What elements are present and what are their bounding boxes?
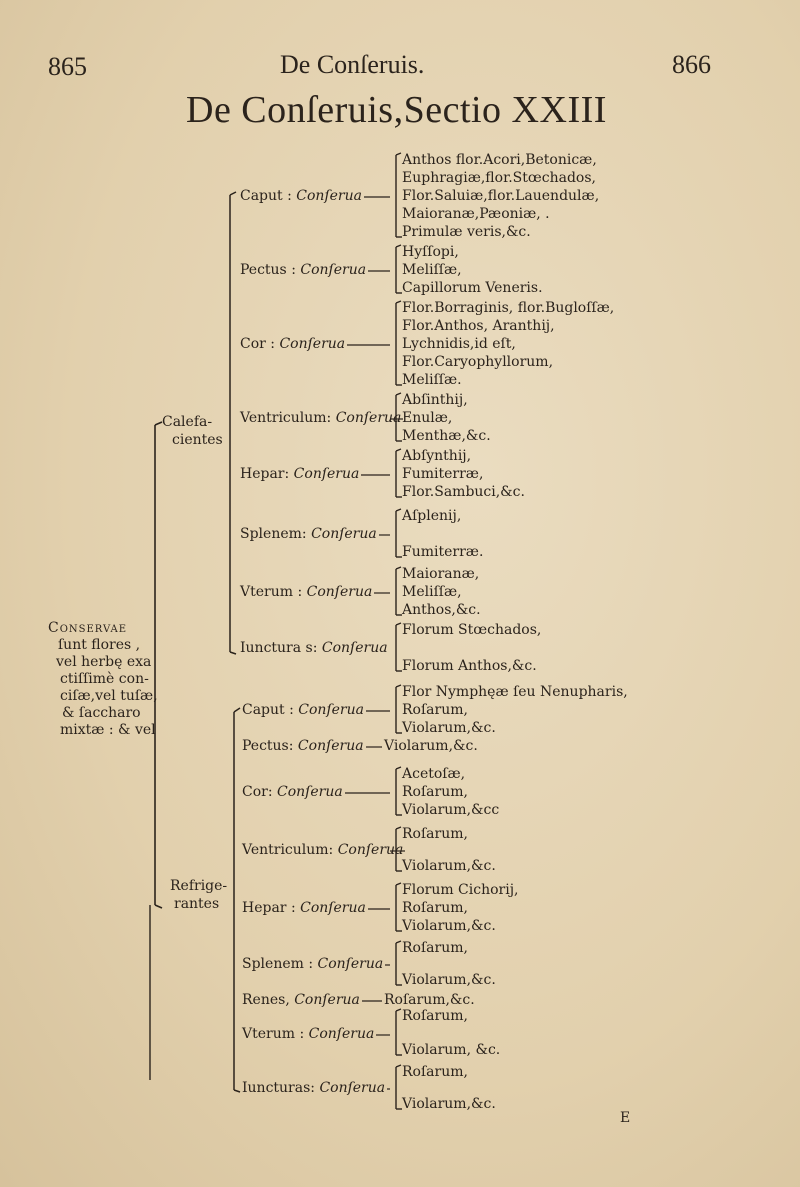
- refr_items-label: Vterum : Conſerua: [242, 1026, 375, 1042]
- root-text: mixtæ : & vel: [60, 722, 156, 738]
- conserua-word: Conſerua: [319, 1080, 386, 1096]
- refr_items-label: Caput : Conſerua: [242, 702, 364, 718]
- refr_items-value: Roſarum,: [402, 826, 468, 842]
- calef_items-value: Hyſſopi,: [402, 244, 459, 260]
- section-title: De Conſeruis,Sectio XXIII: [186, 89, 607, 131]
- refr_items-label: Pectus: Conſerua: [242, 738, 364, 754]
- conserua-word: Conſerua: [321, 640, 388, 656]
- refr_items-label: Iuncturas: Conſerua: [242, 1080, 386, 1096]
- refr_items-value: Roſarum,&c.: [384, 992, 475, 1008]
- refr_items-value: Flor Nymphęæ ſeu Nenupharis,: [402, 684, 628, 700]
- calef_items-value: Lychnidis,id eſt,: [402, 336, 516, 352]
- conserua-word: Conſerua: [311, 526, 377, 542]
- calef_items-value: Meliſſæ,: [402, 584, 462, 600]
- refr_items-value: Violarum,&cc: [402, 802, 500, 818]
- refr_items-value: Violarum,&c.: [402, 1096, 496, 1112]
- refr_items-label: Cor: Conſerua: [242, 784, 343, 800]
- calef_items-value: Abſinthij,: [402, 392, 468, 408]
- root-text: vel herbę exa: [56, 654, 152, 670]
- calef_items-value: Flor.Sambuci,&c.: [402, 484, 525, 500]
- conserua-word: Conſerua: [300, 262, 367, 278]
- calef_items-value: Abſynthij,: [402, 448, 472, 464]
- calefacientes-label: Calefa-: [162, 414, 213, 430]
- calef_items-value: Menthæ,&c.: [402, 428, 491, 444]
- calef_items-label: Splenem: Conſerua: [240, 526, 377, 542]
- refr_items-value: Violarum,&c.: [402, 918, 496, 934]
- refr_items-value: Acetoſæ,: [402, 766, 466, 782]
- conserua-word: Conſerua: [297, 738, 364, 754]
- calef_items-value: Anthos,&c.: [402, 602, 481, 618]
- page-number-right: 866: [672, 50, 711, 79]
- calef_items-value: Florum Stœchados,: [402, 622, 542, 638]
- refr_items-label: Hepar : Conſerua: [242, 900, 366, 916]
- conserua-word: Conſerua: [293, 466, 360, 482]
- refr_items-value: Violarum, &c.: [402, 1042, 501, 1058]
- calef_items-value: Flor.Borraginis, flor.Bugloſſæ,: [402, 300, 615, 316]
- calefacientes-label: cientes: [172, 432, 223, 448]
- refr_items-label: Renes, Conſerua: [242, 992, 360, 1008]
- refr_items-value: Roſarum,: [402, 1008, 468, 1024]
- refr_items-value: Violarum,&c.: [402, 720, 496, 736]
- conserua-word: Conſerua: [306, 584, 373, 600]
- calef_items-value: Flor.Anthos, Aranthij,: [402, 318, 555, 334]
- calef_items-value: Flor.Saluiæ,flor.Lauendulæ,: [402, 188, 600, 204]
- refr_items-value: Roſarum,: [402, 702, 468, 718]
- calef_items-label: Vterum : Conſerua: [240, 584, 373, 600]
- refrigerantes-label: Refrige-: [170, 878, 228, 894]
- refrigerantes-label: rantes: [174, 896, 220, 912]
- root-text: ſunt flores ,: [58, 637, 141, 653]
- refr_items-value: Roſarum,: [402, 900, 468, 916]
- conserua-word: Conſerua: [335, 410, 402, 426]
- calef_items-value: Maioranæ,: [402, 566, 480, 582]
- conserua-word: Conſerua: [298, 702, 364, 718]
- refr_items-value: Roſarum,: [402, 1064, 468, 1080]
- calef_items-value: Anthos flor.Acori,Betonicæ,: [402, 152, 597, 168]
- calef_items-value: Florum Anthos,&c.: [402, 658, 537, 674]
- calef_items-value: Primulæ veris,&c.: [402, 224, 531, 240]
- root-text: & ſaccharo: [62, 705, 141, 721]
- conserua-word: Conſerua: [294, 992, 360, 1008]
- running-title: De Conſeruis.: [280, 50, 425, 79]
- conserua-word: Conſerua: [308, 1026, 375, 1042]
- refr_items-value: Violarum,&c.: [384, 738, 478, 754]
- refr_items-value: Roſarum,: [402, 784, 468, 800]
- calef_items-label: Ventriculum: Conſerua: [240, 410, 402, 426]
- calef_items-value: Meliſſæ,: [402, 262, 462, 278]
- refr_items-label: Ventriculum: Conſerua: [242, 842, 404, 858]
- refr_items-value: Violarum,&c.: [402, 972, 496, 988]
- page-number-left: 865: [48, 52, 87, 81]
- calef_items-value: Fumiterræ.: [402, 544, 484, 560]
- calef_items-value: Capillorum Veneris.: [402, 280, 543, 296]
- calef_items-value: Aſplenij,: [402, 508, 462, 524]
- calef_items-label: Pectus : Conſerua: [240, 262, 367, 278]
- calef_items-value: Flor.Caryophyllorum,: [402, 354, 554, 370]
- refr_items-value: Florum Cichorij,: [402, 882, 519, 898]
- conserua-word: Conſerua: [279, 336, 346, 352]
- calef_items-value: Meliſſæ.: [402, 372, 462, 388]
- root-label: Conservae: [48, 620, 128, 636]
- root-text: ciſæ,vel tuſæ,: [60, 688, 158, 704]
- calef_items-label: Caput : Conſerua: [240, 188, 362, 204]
- calef_items-label: Iunctura s: Conſerua: [240, 640, 388, 656]
- root-text: ctiſſimè con-: [60, 671, 149, 687]
- signature-mark: E: [620, 1110, 631, 1126]
- calef_items-value: Enulæ,: [402, 410, 453, 426]
- calef_items-value: Maioranæ,Pæoniæ, .: [402, 206, 550, 222]
- conserua-word: Conſerua: [317, 956, 384, 972]
- refr_items-value: Roſarum,: [402, 940, 468, 956]
- calef_items-label: Cor : Conſerua: [240, 336, 346, 352]
- conserua-word: Conſerua: [296, 188, 362, 204]
- refr_items-label: Splenem : Conſerua: [242, 956, 384, 972]
- conserua-word: Conſerua: [337, 842, 404, 858]
- conserua-word: Conſerua: [300, 900, 366, 916]
- calef_items-value: Euphragiæ,flor.Stœchados,: [402, 170, 596, 186]
- calef_items-label: Hepar: Conſerua: [240, 466, 360, 482]
- conserua-word: Conſerua: [277, 784, 343, 800]
- refr_items-value: Violarum,&c.: [402, 858, 496, 874]
- calef_items-value: Fumiterræ,: [402, 466, 484, 482]
